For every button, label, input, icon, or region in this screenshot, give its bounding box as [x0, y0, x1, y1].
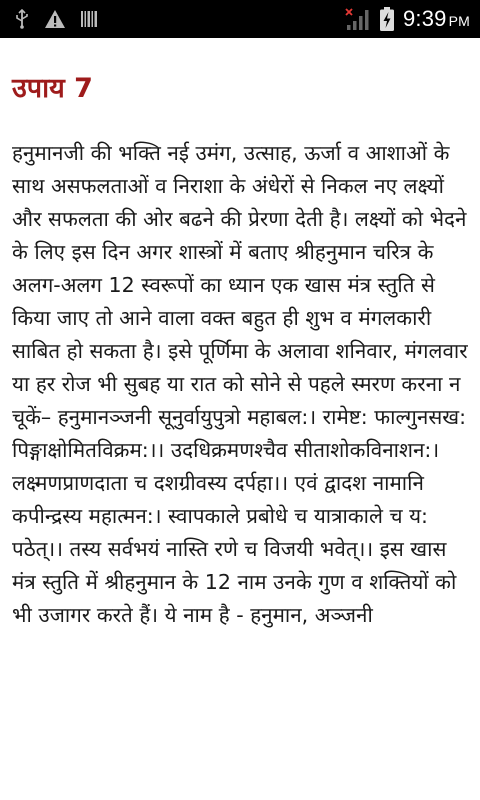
clock-time: 9:39 [402, 6, 447, 31]
system-status [345, 6, 470, 32]
signal-no-service-icon [345, 7, 371, 31]
article-body: हनुमानजी की भक्ति नई उमंग, उत्साह, ऊर्जा व आशाओं के साथ असफलताओं व निराशा के अंधेरों से निकल नए लक्ष्यों और सफलता की ओर बढने की प्रेरणा देती है। लक्ष्यों को भेदने के लिए इस दिन अगर शास्त्रों में बताए श्रीहनुमान चरित्र के अलग-अलग 12 स्वरूपों का ध्यान एक खास मंत्र स्तुति से किया जाए तो आने वाला वक्त बहुत ही शुभ व मंगलकारी साबित हो सकता है। इसे पूर्णिमा के अलावा शनिवार, मंगलवार या हर रोज भी सुबह या रात को सोने से पहले स्मरण करना न चूकें– हनुमानञ्जनी सूनुर्वायुपुत्रो महाबल:। रामेष्ट: फाल्गुनसख: पिङ्गाक्षोमितविक्रम:।। उदधिक्रमणश्चैव सीताशोकविनाशन:। लक्ष्मणप्राणदाता च दशग्रीवस्य दर्पहा।। एवं द्वादश नामानि कपीन्द्रस्य महात्मन:। स्वापकाले प्रबोधे च यात्राकाले च य: पठेत्।। तस्य सर्वभयं नास्ति रणे च विजयी भवेत्।। इस खास मंत्र स्तुति में श्रीहनुमान के 12 नाम उनके गुण व शक्तियों को भी उजागर करते हैं। ये नाम है - हनुमान, अञ्जनी [12, 141, 468, 627]
barcode-icon [80, 9, 98, 29]
usb-icon [14, 9, 30, 29]
status-bar [0, 0, 480, 38]
article-title: उपाय 7 [12, 73, 93, 104]
notification-icons [14, 9, 98, 29]
clock-ampm: PM [448, 13, 470, 29]
warning-icon [44, 9, 66, 29]
clock [403, 6, 470, 32]
article-content[interactable] [0, 38, 480, 800]
battery-charging-icon [379, 6, 395, 32]
